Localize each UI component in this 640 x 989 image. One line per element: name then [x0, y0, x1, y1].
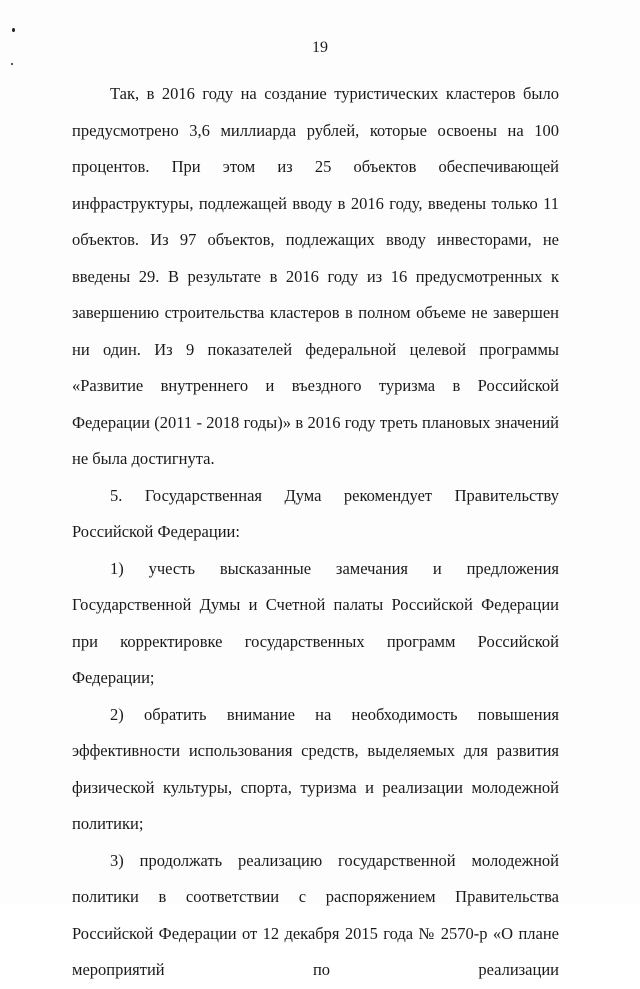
scan-speck: [11, 63, 13, 65]
page-number: 19: [312, 39, 328, 56]
paragraph-item-3: 3) продолжать реализацию государственной молодежной политики в соответствии с распоряжением Правительства Российской Федерации от 12 декабря 2015 года № 2570-р «О плане мероприятий по реализации: [72, 850, 559, 979]
document-body: [72, 76, 559, 989]
paragraph-item-2: 2) обратить внимание на необходимость повышения эффективности использования средств, выделяемых для развития физической культуры, спорта, туризма и реализации молодежной политики;: [72, 704, 559, 833]
paragraph-item-1: 1) учесть высказанные замечания и предложения Государственной Думы и Счетной палаты Российской Федерации при корректировке государственных программ Российской Федерации;: [72, 558, 559, 687]
paragraph-tourism-clusters: Так, в 2016 году на создание туристических кластеров было предусмотрено 3,6 миллиарда рублей, которые освоены на 100 процентов. При этом из 25 объектов обеспечивающей инфраструктуры, подлежащей вводу в 2016 году, введены только 11 объектов. Из 97 объектов, подлежащих вводу инвесторами, не введены 29. В результате в 2016 году из 16 предусмотренных к завершению строительства кластеров в полном объеме не завершен ни один. Из 9 показателей федеральной целевой программы «Развитие внутреннего и въездного туризма в Российской Федерации (2011 - 2018 годы)» в 2016 году треть плановых значений не была достигнута.: [72, 84, 559, 468]
paragraph-recommendation-intro: 5. Государственная Дума рекомендует Правительству Российской Федерации:: [72, 485, 559, 541]
scan-speck: [12, 28, 15, 32]
